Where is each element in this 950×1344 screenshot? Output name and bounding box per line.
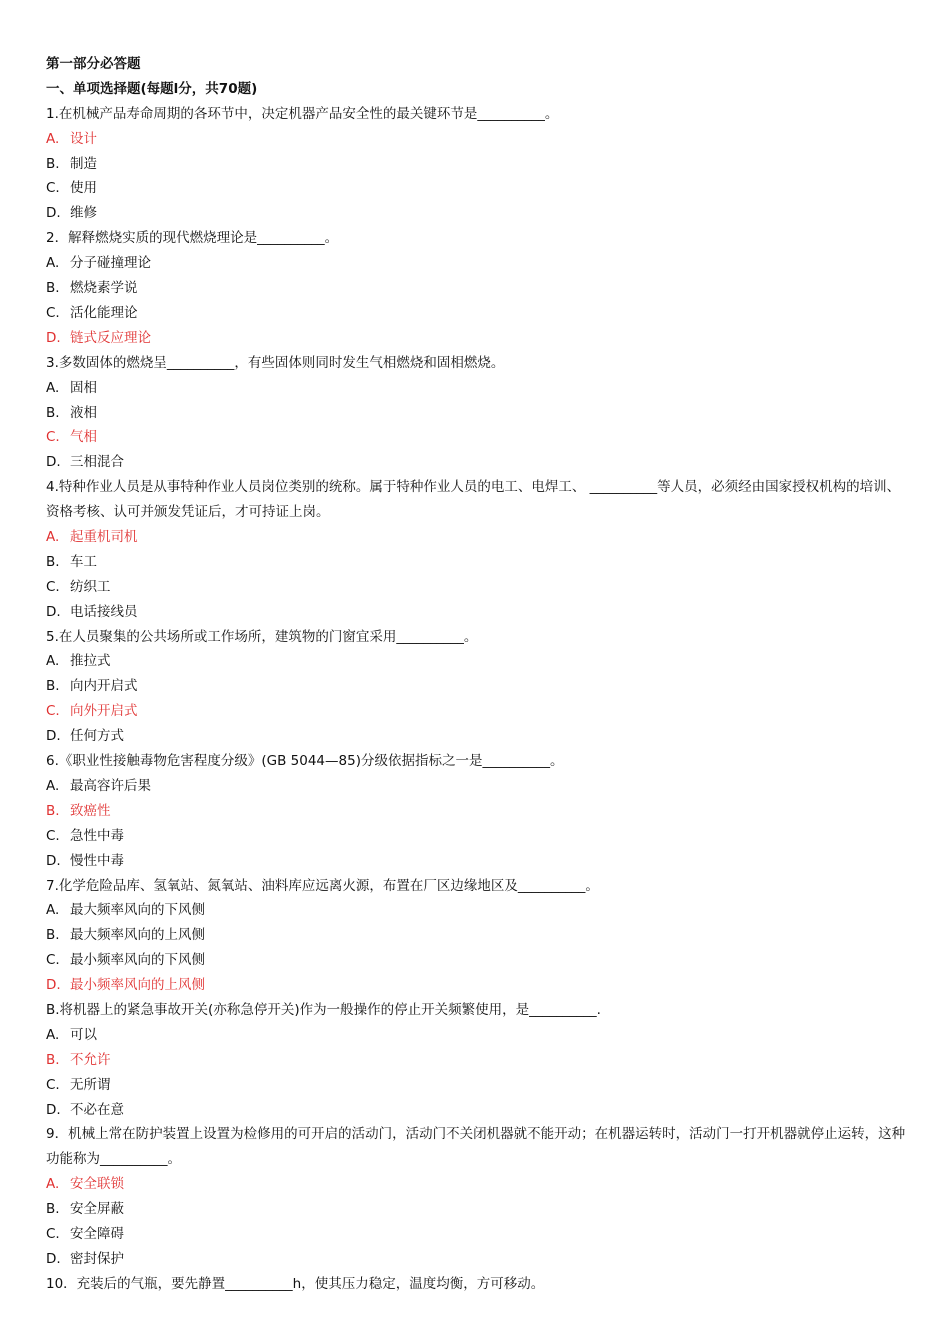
option-text: 最大频率风向的下风侧 [70,902,205,919]
option-text: 液相 [70,404,97,421]
option-letter: D. [46,454,61,471]
option-letter: C. [46,180,60,197]
option-letter: C. [46,703,60,720]
option-text: 维修 [70,205,97,222]
question-block [46,351,908,475]
option-text: 分子碰撞理论 [70,255,151,272]
option-letter: B. [46,155,60,172]
option-text: 不必在意 [70,1101,124,1118]
answer-option [46,1073,908,1098]
option-text: 安全障碍 [70,1226,124,1243]
answer-option [46,898,908,923]
answer-option [46,201,908,226]
option-letter: B. [46,553,60,570]
answer-option [46,450,908,475]
answer-option [46,401,908,426]
option-letter: C. [46,429,60,446]
option-text: 三相混合 [70,454,124,471]
option-letter: A. [46,130,60,147]
option-letter: D. [46,1250,61,1267]
question-block [46,874,908,998]
answer-option [46,600,908,625]
document-page [46,52,908,1297]
option-letter: C. [46,1226,60,1243]
answer-option [46,649,908,674]
answer-option [46,774,908,799]
question-stem: 9．机械上常在防护装置上设置为检修用的可开启的活动门，活动门不关闭机器就不能开动；在机器运转时，活动门一打开机器就停止运转，这种功能称为__________。 [46,1126,906,1168]
option-text: 活化能理论 [70,304,138,321]
option-text: 最小频率风向的上风侧 [70,977,205,994]
option-text: 固相 [70,379,97,396]
answer-option-correct [46,1172,908,1197]
option-letter: A. [46,1176,60,1193]
option-letter: C. [46,578,60,595]
question-block [46,625,908,749]
option-text: 向外开启式 [70,703,138,720]
question-stem: 10．充装后的气瓶，要先静置__________h，使其压力稳定，温度均衡，方可移动。 [46,1275,545,1292]
option-letter: C. [46,1076,60,1093]
question-stem: 4.特种作业人员是从事特种作业人员岗位类别的统称。属于特种作业人员的电工、电焊工、 __________等人员，必须经由国家授权机构的培训、资格考核、认可并颁发凭证后，才可持证上岗。 [46,479,901,521]
option-text: 最大频率风向的上风侧 [70,927,205,944]
answer-option [46,1247,908,1272]
option-text: 制造 [70,155,97,172]
option-letter: B. [46,678,60,695]
question-block [46,102,908,226]
answer-option [46,1023,908,1048]
answer-option-correct [46,799,908,824]
answer-option [46,152,908,177]
answer-option [46,550,908,575]
answer-option [46,376,908,401]
option-letter: A. [46,777,60,794]
option-text: 无所谓 [70,1076,111,1093]
option-text: 急性中毒 [70,827,124,844]
option-text: 向内开启式 [70,678,138,695]
question-stem: 2．解释燃烧实质的现代燃烧理论是__________。 [46,230,339,247]
option-text: 最高容许后果 [70,777,151,794]
option-letter: A. [46,1026,60,1043]
option-text: 车工 [70,553,97,570]
answer-option [46,923,908,948]
option-letter: B. [46,280,60,297]
option-letter: B. [46,1051,60,1068]
option-text: 致癌性 [70,802,111,819]
option-letter: D. [46,977,61,994]
answer-option [46,849,908,874]
option-text: 电话接线员 [70,603,138,620]
option-letter: C. [46,952,60,969]
question-stem: B.将机器上的紧急事故开关(亦称急停开关)作为一般操作的停止开关频繁使用，是__________. [46,1001,601,1018]
question-block [46,226,908,350]
question-block [46,998,908,1122]
option-text: 气相 [70,429,97,446]
question-block [46,1272,908,1297]
option-text: 密封保护 [70,1250,124,1267]
option-letter: D. [46,603,61,620]
option-text: 任何方式 [70,728,124,745]
option-letter: A. [46,902,60,919]
option-text: 使用 [70,180,97,197]
answer-option [46,575,908,600]
answer-option-correct [46,973,908,998]
answer-option-correct [46,525,908,550]
answer-option [46,276,908,301]
answer-option-correct [46,425,908,450]
option-text: 慢性中毒 [70,852,124,869]
answer-option [46,251,908,276]
question-block [46,1122,908,1271]
question-block [46,475,908,624]
option-letter: A. [46,255,60,272]
option-text: 燃烧素学说 [70,280,138,297]
option-text: 起重机司机 [70,529,138,545]
answer-option [46,1197,908,1222]
answer-option [46,724,908,749]
option-text: 不允许 [70,1051,111,1068]
option-text: 最小频率风向的下风侧 [70,952,205,969]
option-letter: A. [46,653,60,670]
option-letter: B. [46,404,60,421]
question-stem: 1.在机械产品寿命周期的各环节中，决定机器产品安全性的最关键环节是__________。 [46,105,559,122]
answer-option [46,176,908,201]
answer-option-correct [46,1048,908,1073]
question-stem: 3.多数固体的燃烧呈__________，有些固体则同时发生气相燃烧和固相燃烧。 [46,354,505,371]
option-letter: D. [46,329,61,346]
answer-option-correct [46,699,908,724]
answer-option-correct [46,127,908,152]
option-letter: D. [46,852,61,869]
question-stem: 7.化学危险品库、氢氧站、氮氧站、油料库应远离火源，布置在厂区边缘地区及__________。 [46,877,599,894]
option-letter: B. [46,927,60,944]
question-stem: 6.《职业性接触毒物危害程度分级》(GB 5044—85)分级依据指标之一是__________。 [46,753,564,770]
option-text: 安全屏蔽 [70,1201,124,1218]
section-title: 第一部分必答题 [46,56,141,72]
subsection-title: 一、单项选择题(每题l分，共70题) [46,80,258,97]
answer-option [46,824,908,849]
option-text: 可以 [70,1026,97,1043]
option-letter: B. [46,1201,60,1218]
answer-option [46,301,908,326]
answer-option-correct [46,326,908,351]
answer-option [46,674,908,699]
answer-option [46,1222,908,1247]
option-text: 安全联锁 [70,1176,124,1193]
option-letter: D. [46,1101,61,1118]
answer-option [46,948,908,973]
question-block [46,749,908,873]
option-letter: B. [46,802,60,819]
option-letter: C. [46,827,60,844]
option-text: 设计 [70,130,97,147]
option-text: 纺织工 [70,578,111,595]
option-letter: C. [46,304,60,321]
option-text: 链式反应理论 [70,329,151,346]
option-letter: A. [46,529,60,545]
answer-option [46,1098,908,1123]
question-stem: 5.在人员聚集的公共场所或工作场所，建筑物的门窗宜采用__________。 [46,628,478,645]
option-text: 推拉式 [70,653,111,670]
question-list [46,102,908,1297]
option-letter: D. [46,728,61,745]
option-letter: D. [46,205,61,222]
option-letter: A. [46,379,60,396]
